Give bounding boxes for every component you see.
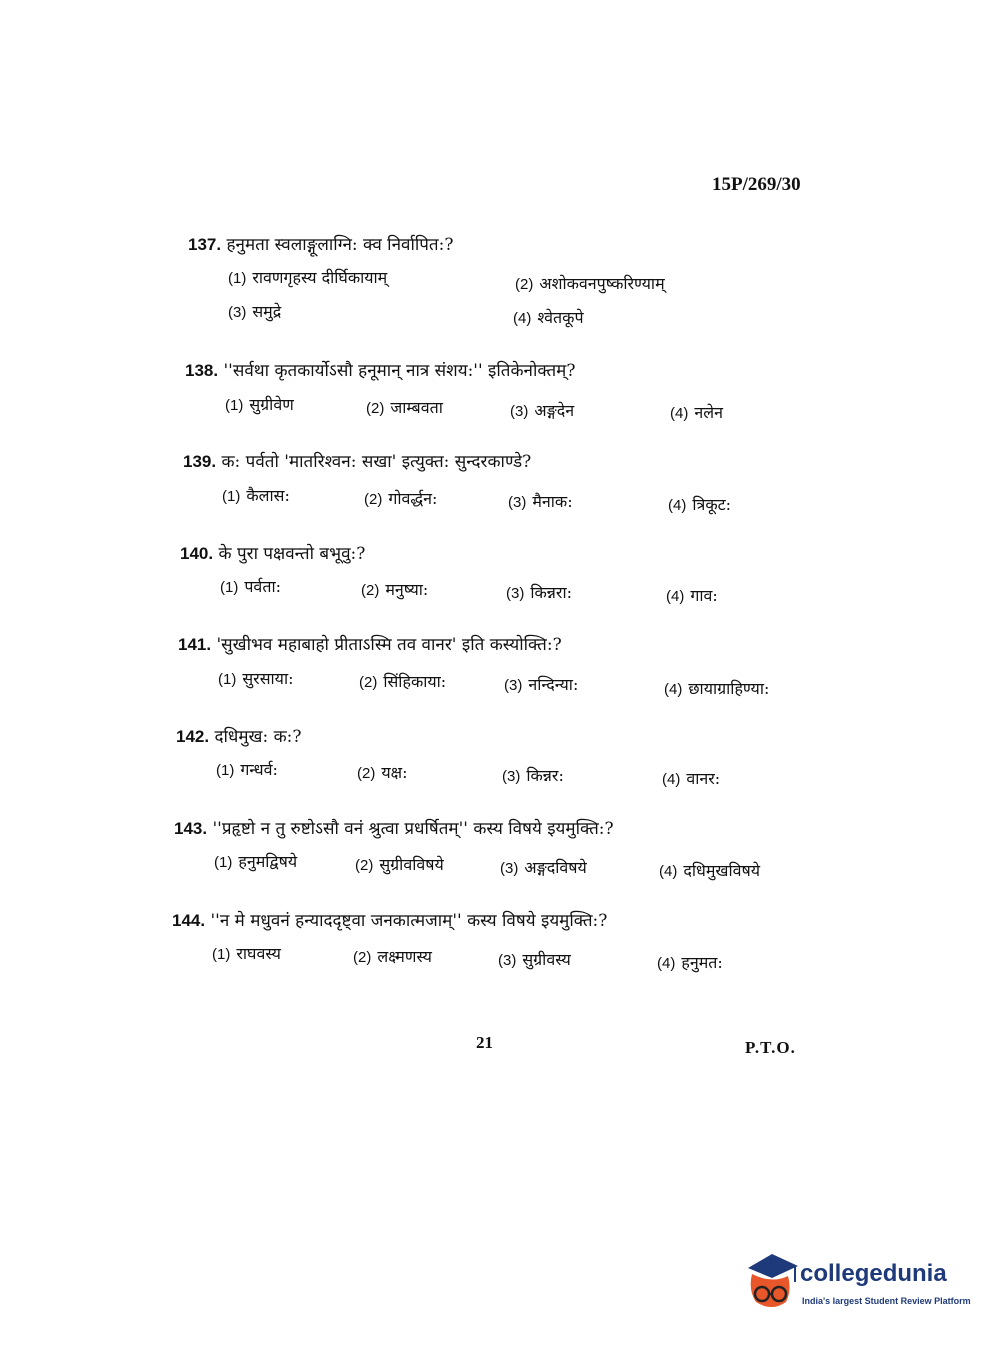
- option-4: (4) त्रिकूट:: [668, 495, 732, 514]
- question-stem: 138. ''सर्वथा कृतकार्योऽसौ हनूमान् नात्र संशय:'' इतिकेनोक्तम्?: [185, 361, 576, 381]
- option-2: (2) मनुष्या:: [361, 580, 429, 599]
- option-1: (1) पर्वता:: [220, 577, 281, 596]
- option-2: (2) सुग्रीवविषये: [355, 855, 444, 874]
- option-1: (1) सुग्रीवेण: [225, 395, 294, 414]
- question-stem: 142. दधिमुख: क:?: [176, 727, 302, 747]
- option-2: (2) लक्ष्मणस्य: [353, 947, 432, 966]
- logo-wordmark: collegedunia: [800, 1260, 947, 1287]
- paper-code: 15P/269/30: [712, 174, 801, 195]
- option-1: (1) हनुमद्विषये: [214, 852, 298, 871]
- option-3: (3) किन्नरा:: [506, 583, 572, 602]
- option-3: (3) नन्दिन्या:: [504, 675, 579, 694]
- option-2: (2) गोवर्द्धन:: [364, 489, 438, 508]
- question-stem: 144. ''न मे मधुवनं हन्याददृष्ट्वा जनकात्मजाम्'' कस्य विषये इयमुक्ति:?: [172, 911, 608, 931]
- collegedunia-logo: [742, 1250, 972, 1320]
- question-stem: 141. 'सुखीभव महाबाहो प्रीताऽस्मि तव वानर' इति कस्योक्ति:?: [178, 635, 562, 655]
- option-1: (1) सुरसाया:: [218, 669, 294, 688]
- option-3: (3) मैनाक:: [508, 492, 573, 511]
- question-text: हनुमता स्वलाङ्गूलाग्नि: क्व निर्वापित:?: [226, 235, 454, 255]
- question-stem: 143. ''प्रहृष्टो न तु रुष्टोऽसौ वनं श्रुत्वा प्रधर्षितम्'' कस्य विषये इयमुक्ति:?: [174, 819, 614, 839]
- option-3: (3) अङ्गदविषये: [500, 858, 587, 877]
- option-1: (1) रावणगृहस्य दीर्घिकायाम्: [228, 268, 388, 287]
- option-4: (4) छायाग्राहिण्या:: [664, 679, 770, 698]
- option-3: (3) किन्नर:: [502, 766, 564, 785]
- option-3: (3) समुद्रे: [228, 302, 282, 321]
- option-3: (3) अङ्गदेन: [510, 401, 575, 420]
- question-stem: 140. के पुरा पक्षवन्तो बभूवु:?: [180, 544, 366, 564]
- option-2: (2) अशोकवनपुष्करिण्याम्: [515, 274, 665, 293]
- option-1: (1) राघवस्य: [212, 944, 281, 963]
- question-stem: [188, 232, 453, 255]
- option-2: (2) यक्ष:: [357, 763, 408, 782]
- option-4: (4) नलेन: [670, 403, 723, 422]
- question-number: 137.: [188, 235, 222, 254]
- option-4: (4) श्वेतकूपे: [513, 308, 584, 327]
- pto-label: P.T.O.: [745, 1038, 796, 1057]
- logo-tagline: India's largest Student Review Platform: [802, 1296, 971, 1306]
- option-1: (1) कैलास:: [222, 486, 290, 505]
- option-3: (3) सुग्रीवस्य: [498, 950, 571, 969]
- question-stem: 139. क: पर्वतो 'मातरिश्वन: सखा' इत्युक्त: सुन्दरकाण्डे?: [183, 452, 532, 472]
- mascot-icon: [742, 1250, 802, 1320]
- option-2: (2) जाम्बवता: [366, 398, 443, 417]
- option-4: (4) दधिमुखविषये: [659, 861, 761, 880]
- option-4: (4) हनुमत:: [657, 953, 723, 972]
- option-2: (2) सिंहिकाया:: [359, 672, 447, 691]
- option-4: (4) गाव:: [666, 586, 718, 605]
- page-number: 21: [476, 1033, 493, 1052]
- option-4: (4) वानर:: [662, 769, 721, 788]
- option-1: (1) गन्धर्व:: [216, 760, 278, 779]
